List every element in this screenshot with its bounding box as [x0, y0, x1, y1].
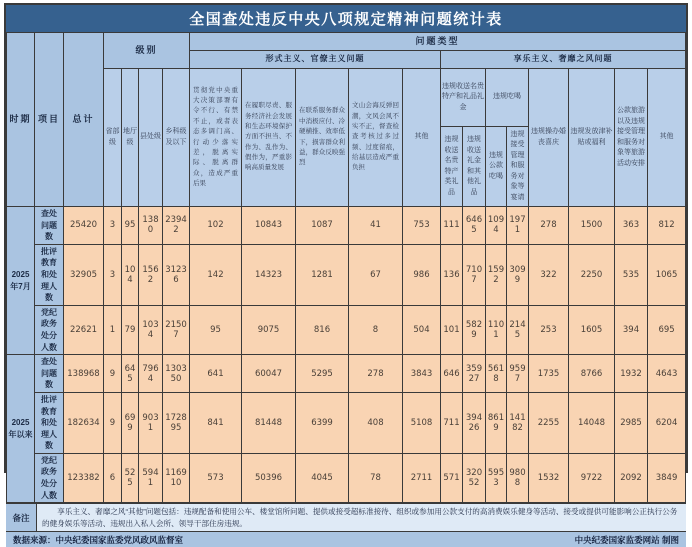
- value-cell: 14323: [242, 244, 296, 305]
- value-cell: 2711: [403, 453, 441, 502]
- value-cell: 102: [190, 207, 242, 245]
- value-cell: 9031: [139, 392, 163, 453]
- row-label: 党纪政务处分人数: [35, 453, 64, 502]
- footer-bar: [6, 531, 686, 547]
- value-cell: 14182: [507, 392, 529, 453]
- value-cell: 1094: [486, 207, 507, 245]
- value-cell: 711: [441, 392, 463, 453]
- value-cell: 5295: [296, 355, 349, 393]
- statistics-table: [6, 32, 686, 503]
- row-label: 批评教育和处理人数: [35, 244, 64, 305]
- value-cell: 1971: [507, 207, 529, 245]
- value-cell: 7107: [463, 244, 486, 305]
- value-cell: 2985: [615, 392, 648, 453]
- value-cell: 101: [441, 305, 463, 354]
- value-cell: 1562: [139, 244, 163, 305]
- value-cell: 142: [190, 244, 242, 305]
- value-cell: 394: [615, 305, 648, 354]
- value-cell: 1087: [296, 207, 349, 245]
- value-cell: 986: [403, 244, 441, 305]
- value-cell: 278: [529, 207, 569, 245]
- value-cell: 3849: [648, 453, 686, 502]
- col-header-township: 乡科级及以下: [163, 69, 190, 207]
- value-cell: 130350: [163, 355, 190, 393]
- value-cell: 525: [122, 453, 139, 502]
- value-cell: 8619: [486, 392, 507, 453]
- value-cell: 571: [441, 453, 463, 502]
- value-cell: 2092: [615, 453, 648, 502]
- value-cell: 753: [403, 207, 441, 245]
- value-cell: 95: [122, 207, 139, 245]
- value-cell: 182634: [64, 392, 104, 453]
- value-cell: 25420: [64, 207, 104, 245]
- note-content: 享乐主义、奢靡之风“其他”问题包括：违规配备和使用公车、楼堂馆所问题、提供或接受超标准接待、组织或参加用公款支付的高消费娱乐健身等活动、接受或提供可能影响公正执行公务的健身娱乐等活动、违规出入私人会所、领导干部住房违规。: [42, 507, 678, 529]
- row-label: 党纪政务处分人数: [35, 305, 64, 354]
- col-header-formalism-4: 文山会海反弹回潮，文风会风不实不正，督查检查考核过多过频、过度留痕，给基层造成严重负担: [349, 69, 403, 207]
- value-cell: 573: [190, 453, 242, 502]
- value-cell: 1281: [296, 244, 349, 305]
- value-cell: 21507: [163, 305, 190, 354]
- table-row: [7, 244, 686, 305]
- col-group-problem-type: 问题类型: [190, 33, 686, 51]
- value-cell: 41: [349, 207, 403, 245]
- value-cell: 1380: [139, 207, 163, 245]
- value-cell: 2250: [569, 244, 615, 305]
- value-cell: 1735: [529, 355, 569, 393]
- col-header-dining-banquets: 违规接受管理和服务对象等宴请: [507, 127, 529, 207]
- value-cell: 10843: [242, 207, 296, 245]
- value-cell: 699: [122, 392, 139, 453]
- value-cell: 14048: [569, 392, 615, 453]
- col-header-dining-public-funds: 违规公款吃喝: [486, 127, 507, 207]
- col-header-gifts-specialty: 违规收送名贵特产类礼品: [441, 127, 463, 207]
- value-cell: 535: [615, 244, 648, 305]
- value-cell: 4643: [648, 355, 686, 393]
- table-body: [7, 207, 686, 503]
- value-cell: 646: [441, 355, 463, 393]
- value-cell: 7964: [139, 355, 163, 393]
- value-cell: 812: [648, 207, 686, 245]
- value-cell: 8: [349, 305, 403, 354]
- value-cell: 67: [349, 244, 403, 305]
- value-cell: 39426: [463, 392, 486, 453]
- value-cell: 123382: [64, 453, 104, 502]
- value-cell: 841: [190, 392, 242, 453]
- value-cell: 3: [104, 244, 122, 305]
- col-header-weddings-funerals: 违规操办婚丧喜庆: [529, 69, 569, 207]
- value-cell: 1: [104, 305, 122, 354]
- col-header-formalism-other: 其他: [403, 69, 441, 207]
- header-row-1: [7, 33, 686, 51]
- value-cell: 1065: [648, 244, 686, 305]
- value-cell: 32905: [64, 244, 104, 305]
- note-text: [37, 504, 686, 531]
- col-group-gifts: 违规收送名贵特产和礼品礼金: [441, 69, 486, 127]
- row-label: 查处问题数: [35, 355, 64, 393]
- value-cell: 79: [122, 305, 139, 354]
- table-header: [7, 33, 686, 207]
- value-cell: 1500: [569, 207, 615, 245]
- period-cell: 2025年以来: [7, 355, 35, 503]
- value-cell: 172895: [163, 392, 190, 453]
- col-header-formalism-2: 在履职尽责、服务经济社会发展和生态环境保护方面不担当、不作为、乱作为、假作为，严重影响高质量发展: [242, 69, 296, 207]
- col-header-hedonism-other: 其他: [648, 69, 686, 207]
- value-cell: 408: [349, 392, 403, 453]
- value-cell: 60047: [242, 355, 296, 393]
- value-cell: 116910: [163, 453, 190, 502]
- col-header-gifts-cash: 违规收送礼金和其他礼品: [463, 127, 486, 207]
- value-cell: 138968: [64, 355, 104, 393]
- value-cell: 1605: [569, 305, 615, 354]
- value-cell: 363: [615, 207, 648, 245]
- table-title: 全国查处违反中央八项规定精神问题统计表: [6, 5, 686, 32]
- value-cell: 9597: [507, 355, 529, 393]
- col-header-provincial: 省部级: [104, 69, 122, 207]
- value-cell: 1932: [615, 355, 648, 393]
- data-source-text: 数据来源：中央纪委国家监委党风政风监督室: [13, 534, 184, 545]
- col-group-formalism: 形式主义、官僚主义问题: [190, 51, 441, 69]
- value-cell: 5618: [486, 355, 507, 393]
- value-cell: 1034: [139, 305, 163, 354]
- table-row: [7, 392, 686, 453]
- value-cell: 35927: [463, 355, 486, 393]
- col-group-dining: 违规吃喝: [486, 69, 529, 127]
- period-cell: 2025年7月: [7, 207, 35, 355]
- header-row-3: [7, 69, 686, 127]
- col-header-item: 项目: [35, 33, 64, 207]
- col-group-level: 级别: [104, 33, 190, 69]
- value-cell: 31236: [163, 244, 190, 305]
- value-cell: 95: [190, 305, 242, 354]
- note-row: [6, 503, 686, 531]
- col-header-public-funded-travel: 公款旅游以及违规接受管理和服务对象等旅游活动安排: [615, 69, 648, 207]
- value-cell: 816: [296, 305, 349, 354]
- value-cell: 9722: [569, 453, 615, 502]
- value-cell: 9075: [242, 305, 296, 354]
- value-cell: 253: [529, 305, 569, 354]
- col-header-allowances: 违规发放津补贴或福利: [569, 69, 615, 207]
- col-group-hedonism: 享乐主义、奢靡之风问题: [441, 51, 686, 69]
- col-header-county: 县处级: [139, 69, 163, 207]
- value-cell: 23942: [163, 207, 190, 245]
- col-header-total: 总计: [64, 33, 104, 207]
- value-cell: 2145: [507, 305, 529, 354]
- value-cell: 104: [122, 244, 139, 305]
- value-cell: 6204: [648, 392, 686, 453]
- value-cell: 645: [122, 355, 139, 393]
- value-cell: 6: [104, 453, 122, 502]
- value-cell: 1592: [486, 244, 507, 305]
- col-header-formalism-3: 在联系服务群众中消极应付、冷硬横推、效率低下，损害群众利益，群众反映强烈: [296, 69, 349, 207]
- value-cell: 81448: [242, 392, 296, 453]
- value-cell: 6399: [296, 392, 349, 453]
- value-cell: 641: [190, 355, 242, 393]
- value-cell: 5941: [139, 453, 163, 502]
- value-cell: 3: [104, 207, 122, 245]
- table-row: [7, 207, 686, 245]
- value-cell: 9808: [507, 453, 529, 502]
- value-cell: 5953: [486, 453, 507, 502]
- value-cell: 322: [529, 244, 569, 305]
- value-cell: 22621: [64, 305, 104, 354]
- value-cell: 111: [441, 207, 463, 245]
- value-cell: 9: [104, 392, 122, 453]
- statistics-table-sheet: [4, 3, 688, 545]
- col-header-period: 时期: [7, 33, 35, 207]
- credit-text: 中央纪委国家监委网站 制图: [574, 534, 679, 545]
- value-cell: 3099: [507, 244, 529, 305]
- value-cell: 32052: [463, 453, 486, 502]
- value-cell: 5829: [463, 305, 486, 354]
- value-cell: 78: [349, 453, 403, 502]
- table-row: [7, 305, 686, 354]
- value-cell: 50396: [242, 453, 296, 502]
- value-cell: 3843: [403, 355, 441, 393]
- row-label: 批评教育和处理人数: [35, 392, 64, 453]
- value-cell: 1532: [529, 453, 569, 502]
- table-row: [7, 453, 686, 502]
- col-header-prefecture: 地厅级: [122, 69, 139, 207]
- value-cell: 8766: [569, 355, 615, 393]
- value-cell: 504: [403, 305, 441, 354]
- value-cell: 278: [349, 355, 403, 393]
- table-row: [7, 355, 686, 393]
- value-cell: 136: [441, 244, 463, 305]
- note-label: 备注: [6, 504, 37, 531]
- row-label: 查处问题数: [35, 207, 64, 245]
- value-cell: 4045: [296, 453, 349, 502]
- value-cell: 9: [104, 355, 122, 393]
- value-cell: 5108: [403, 392, 441, 453]
- col-header-formalism-1: 贯彻党中央重大决策部署有令不行、有禁不止，或者表态多调门高、行动少落实差，脱离实际、脱离群众，造成严重后果: [190, 69, 242, 207]
- value-cell: 695: [648, 305, 686, 354]
- value-cell: 1101: [486, 305, 507, 354]
- value-cell: 2255: [529, 392, 569, 453]
- value-cell: 6465: [463, 207, 486, 245]
